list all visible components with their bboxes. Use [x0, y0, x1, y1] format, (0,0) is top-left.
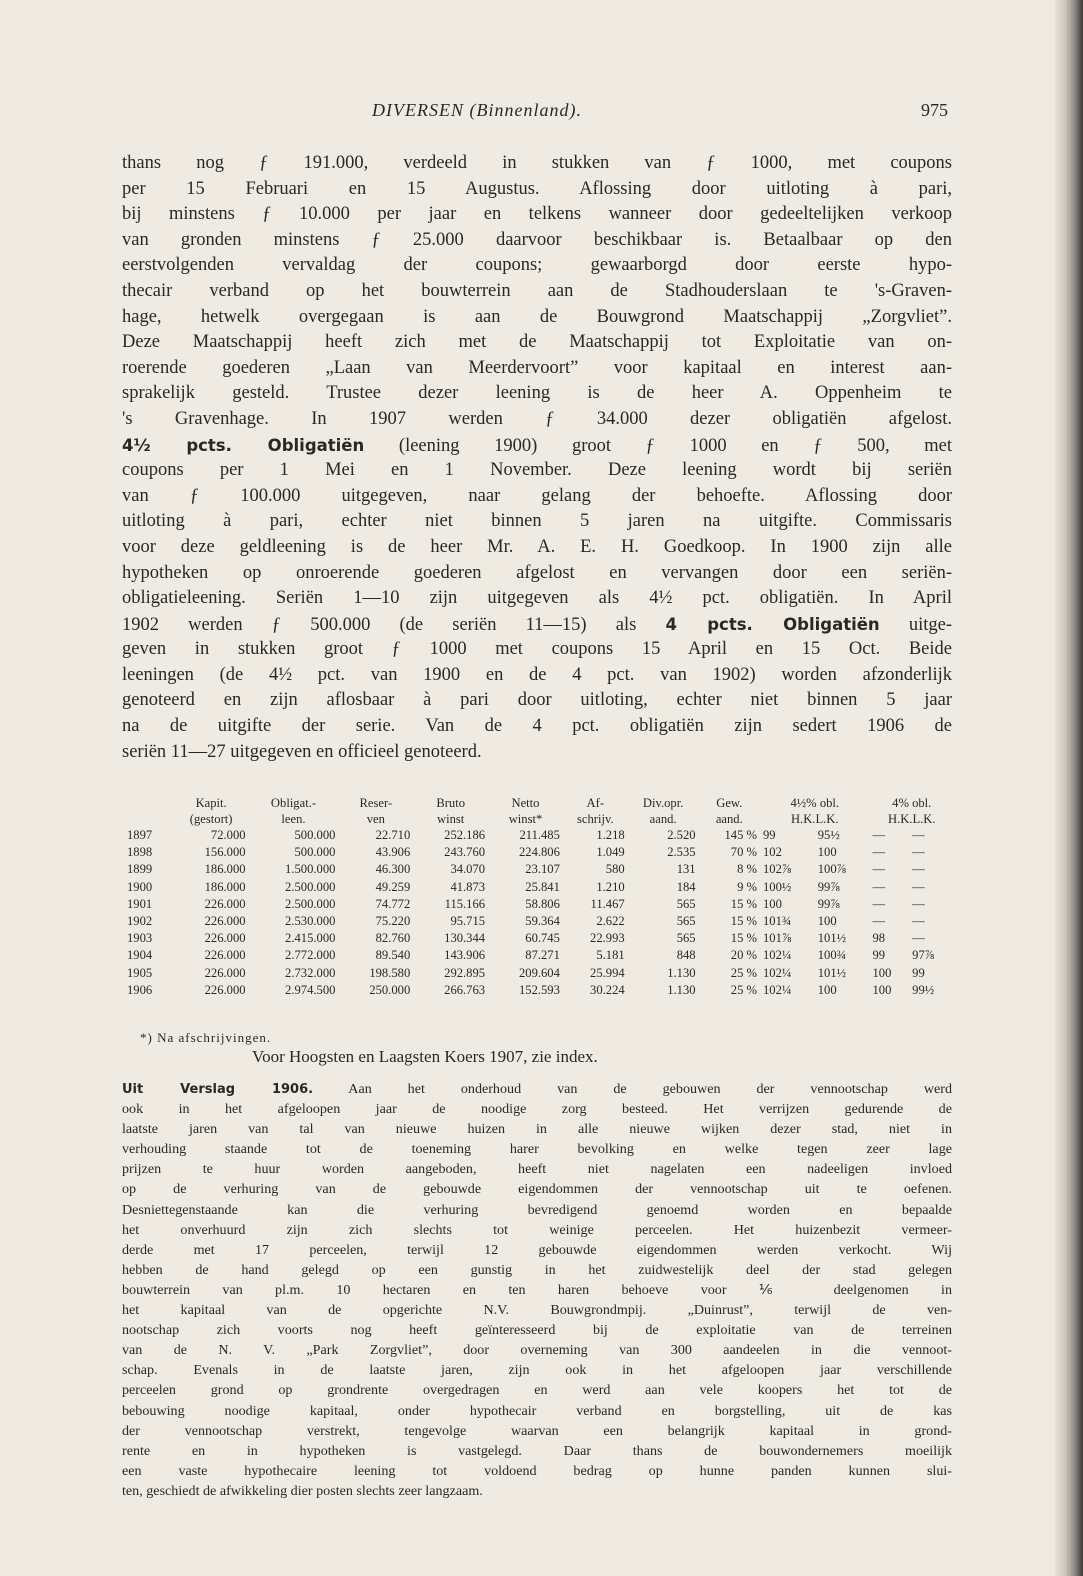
- table-footnote: *) Na afschrijvingen.: [140, 1030, 272, 1045]
- table-cell: 98: [872, 931, 886, 946]
- table-cell: 2.974.500: [285, 982, 336, 997]
- verslag-lines: [122, 1099, 952, 1501]
- table-cell: 1.130: [667, 965, 696, 980]
- table-header-row-2: [124, 811, 954, 827]
- table-cell: 1.218: [596, 828, 625, 842]
- paragraph-2-line-8: [122, 612, 952, 638]
- line-8-after: uitge-: [908, 614, 952, 635]
- table-header-cell: [124, 811, 174, 827]
- table-cell: 2.500.000: [285, 896, 336, 911]
- table-cell: 145 %: [724, 828, 757, 842]
- table-cell: 100¾: [817, 948, 847, 963]
- running-title: DIVERSEN (Binnenland).: [372, 100, 582, 120]
- section-heading-4-5-pcts: 4½ pcts. Obligatiën: [122, 435, 365, 455]
- table-cell: 22.710: [375, 828, 411, 842]
- table-header-cell: aand.: [649, 812, 677, 826]
- text-line: het onverhuurd zijn zich slechts tot weinige perceelen. Het huizenbezit vermeer-: [122, 1221, 952, 1238]
- table-cell: 34.070: [450, 862, 486, 877]
- table-cell: 102: [763, 845, 782, 860]
- table-cell: 1.130: [667, 982, 696, 997]
- table-row: [124, 947, 954, 964]
- table-cell: 72.000: [210, 828, 246, 842]
- table-header-cell: H.K.L.K.: [887, 812, 936, 826]
- verslag-first-line-text: Aan het onderhoud van de gebouwen der vennootschap werd: [348, 1081, 952, 1097]
- text-line: derde met 17 perceelen, terwijl 12 gebouwde eigendommen werden verkocht. Wij: [122, 1241, 952, 1258]
- text-line: hypotheken op onroerende goederen afgelost en vervangen door een seriën-: [122, 562, 952, 583]
- table-cell: —: [912, 896, 925, 911]
- table-header-row-1: [124, 795, 954, 811]
- text-line: ook in het afgeloopen jaar de noodige zorg besteed. Het verrijzen gedurende de: [122, 1101, 952, 1118]
- text-line: verhouding staande tot de toeneming harer bevolking en welke tegen zeer lage: [122, 1141, 952, 1158]
- table-header-cell: H.K.L.K.: [790, 812, 839, 826]
- table-cell: 1904: [127, 948, 153, 963]
- table-header-cell: aand.: [715, 812, 743, 826]
- table-cell: 75.220: [375, 914, 411, 929]
- table-cell: 99⅞: [817, 879, 840, 894]
- table-header-cell: Reser-: [359, 796, 393, 810]
- table-cell: 101½: [817, 965, 847, 980]
- table-cell: 1.049: [596, 845, 625, 860]
- table-cell: 15 %: [730, 914, 757, 929]
- text-line: Desniettegenstaande kan die verhuring bevredigend genoemd worden en bepaalde: [122, 1201, 952, 1218]
- table-cell: 226.000: [204, 914, 246, 929]
- table-cell: 2.732.000: [285, 965, 336, 980]
- table-cell: —: [872, 914, 886, 929]
- verslag-first-line: [122, 1079, 952, 1099]
- text-line: geven in stukken groot ƒ 1000 met coupons 15 April en 15 Oct. Beide: [122, 639, 952, 660]
- text-line: bebouwing noodige kapitaal, onder hypothecair verband en borgstelling, uit de kas: [122, 1402, 952, 1419]
- table-row: [124, 879, 954, 896]
- table-cell: 99: [872, 948, 886, 963]
- table-cell: 2.535: [667, 845, 696, 860]
- table-cell: 99: [912, 965, 925, 980]
- text-line: het kapitaal van de opgerichte N.V. Bouwgrondmpij. „Duinrust”, terwijl de ven-: [122, 1302, 952, 1319]
- table-cell: 252.186: [444, 828, 486, 842]
- table-cell: 102¼: [763, 982, 792, 997]
- table-row: [124, 896, 954, 913]
- table-cell: 2.622: [596, 914, 625, 929]
- table-cell: 82.760: [375, 931, 411, 946]
- table-cell: 59.364: [525, 914, 560, 929]
- table-cell: 226.000: [204, 931, 246, 946]
- page: [122, 0, 952, 1576]
- text-line: coupons per 1 Mei en 1 November. Deze leening wordt bij seriën: [122, 460, 952, 481]
- table-cell: 20 %: [730, 948, 757, 963]
- table-cell: 41.873: [450, 879, 486, 894]
- table-header-cell: winst: [437, 812, 465, 826]
- table-cell: 11.467: [590, 896, 625, 911]
- table-cell: 87.271: [525, 948, 560, 963]
- table-cell: 23.107: [525, 862, 560, 877]
- table-cell: 100: [817, 982, 837, 997]
- table-cell: 97⅞: [912, 948, 935, 963]
- page-edge: [1055, 0, 1083, 1576]
- table-cell: —: [912, 879, 925, 894]
- table-cell: 102¼: [763, 965, 792, 980]
- table-cell: 49.259: [375, 879, 411, 894]
- table-row: [124, 930, 954, 947]
- table-cell: 95.715: [450, 914, 486, 929]
- table-cell: 1906: [127, 982, 153, 997]
- table-row: [124, 913, 954, 930]
- table-cell: 15 %: [730, 896, 757, 911]
- table-cell: 500.000: [294, 828, 336, 842]
- table-cell: 46.300: [375, 862, 411, 877]
- table-cell: 100: [817, 845, 837, 860]
- table-cell: 100: [763, 896, 782, 911]
- table-header-cell: Gew.: [716, 796, 743, 810]
- table-cell: 565: [676, 914, 696, 929]
- table-cell: 292.895: [444, 965, 486, 980]
- table-cell: 99: [763, 828, 776, 842]
- table-cell: 500.000: [294, 845, 336, 860]
- financial-table: [124, 795, 954, 999]
- line-8-before: 1902 werden ƒ 500.000 (de seriën 11—15) als: [122, 614, 637, 635]
- text-line: per 15 Februari en 15 Augustus. Aflossing door uitloting à pari,: [122, 178, 952, 199]
- table-cell: 101½: [817, 931, 847, 946]
- table-cell: 130.344: [444, 931, 486, 946]
- table-cell: 9 %: [737, 879, 757, 894]
- table-cell: —: [912, 914, 925, 929]
- text-line: bouwterrein van pl.m. 10 hectaren en ten haren behoeve voor ⅙ deelgenomen in: [122, 1281, 952, 1298]
- table-cell: 184: [676, 879, 696, 894]
- section-heading-4-pcts: 4 pcts. Obligatiën: [665, 614, 880, 634]
- table-cell: 226.000: [204, 948, 246, 963]
- table-cell: 102⅞: [763, 862, 792, 877]
- table-cell: 1901: [127, 896, 153, 911]
- text-line: nootschap zich voorts nog heeft geïnteresseerd bij de exploitatie van de terreinen: [122, 1322, 952, 1339]
- table-cell: —: [912, 931, 925, 946]
- table-header-cell: 4% obl.: [892, 796, 932, 810]
- table-cell: 580: [605, 862, 625, 877]
- table-cell: 2.772.000: [285, 948, 336, 963]
- text-line: 's Gravenhage. In 1907 werden ƒ 34.000 dezer obligatiën afgelost.: [122, 408, 952, 429]
- table-cell: —: [872, 845, 886, 860]
- table-cell: 115.166: [444, 896, 486, 911]
- table-cell: —: [912, 845, 925, 860]
- table-cell: 565: [676, 931, 696, 946]
- table-cell: 226.000: [204, 982, 246, 997]
- table-cell: 1.500.000: [285, 862, 336, 877]
- table-cell: 22.993: [590, 931, 625, 946]
- table-header-cell: schrijv.: [576, 812, 614, 826]
- text-line: schap. Evenals in de laatste jaren, zijn ook in het afgeloopen jaar verschillende: [122, 1362, 952, 1379]
- table-cell: 143.906: [444, 948, 486, 963]
- table-cell: —: [912, 862, 925, 877]
- table-cell: 100⅞: [817, 862, 847, 877]
- paragraph-2-lines-b: [122, 637, 952, 765]
- table-cell: —: [872, 828, 886, 842]
- table-row: [124, 844, 954, 861]
- table-cell: 95½: [817, 828, 840, 842]
- table-header-cell: (gestort): [189, 812, 233, 826]
- table-cell: 74.772: [375, 896, 411, 911]
- table-cell: —: [912, 828, 925, 842]
- text-line: roerende goederen „Laan van Meerdervoort” voor kapitaal en interest aan-: [122, 357, 952, 378]
- table-cell: 60.745: [525, 931, 560, 946]
- text-line: van de N. V. „Park Zorgvliet”, door overneming van 300 aandeelen in die vennoot-: [122, 1342, 952, 1359]
- table-header-cell: leen.: [281, 812, 306, 826]
- text-line: genoteerd en zijn aflosbaar à pari door uitloting, echter niet binnen 5 jaar: [122, 690, 952, 711]
- table-cell: 1897: [127, 828, 153, 842]
- text-line: leeningen (de 4½ pct. van 1900 en de 4 pct. van 1902) worden afzonderlijk: [122, 664, 952, 685]
- table-cell: 5.181: [596, 948, 625, 963]
- paragraph-2-first-line: [122, 433, 952, 459]
- table-cell: 102¼: [763, 948, 792, 963]
- table-cell: 25 %: [730, 965, 757, 980]
- table-cell: —: [872, 896, 886, 911]
- paragraph-2-lines-a: [122, 458, 952, 612]
- table-row: [124, 965, 954, 982]
- verslag-section: [122, 1079, 952, 1501]
- table-cell: 1.210: [596, 879, 625, 894]
- table-cell: 30.224: [590, 982, 625, 997]
- table-cell: 1899: [127, 862, 153, 877]
- text-line: hebben de hand gelegd op een gunstig in het zuidwestelijk deel der stad gelegen: [122, 1261, 952, 1278]
- table-cell: 1902: [127, 914, 153, 929]
- table-header-cell: Div.opr.: [642, 796, 684, 810]
- hoogsten-note: Voor Hoogsten en Laagsten Koers 1907, zie index.: [252, 1047, 598, 1066]
- table-cell: 1900: [127, 879, 153, 894]
- body-text: [122, 151, 952, 765]
- table-cell: 152.593: [518, 982, 560, 997]
- table-cell: 209.604: [518, 965, 560, 980]
- table-cell: 266.763: [444, 982, 486, 997]
- table-header-cell: Af-: [586, 796, 605, 810]
- text-line: hage, hetwelk overgegaan is aan de Bouwgrond Maatschappij „Zorgvliet”.: [122, 306, 952, 327]
- table-header-cell: Bruto: [436, 796, 465, 810]
- table-body: [124, 827, 954, 999]
- table-cell: 211.485: [519, 828, 560, 842]
- table-cell: 1905: [127, 965, 153, 980]
- table-cell: 186.000: [204, 862, 246, 877]
- table-cell: 156.000: [204, 845, 246, 860]
- table-cell: 226.000: [204, 896, 246, 911]
- table-cell: 70 %: [730, 845, 757, 860]
- table-cell: 2.530.000: [285, 914, 336, 929]
- table-row: [124, 982, 954, 999]
- text-line: Deze Maatschappij heeft zich met de Maatschappij tot Exploitatie van on-: [122, 332, 952, 353]
- text-line: thans nog ƒ 191.000, verdeeld in stukken van ƒ 1000, met coupons: [122, 153, 952, 173]
- table-header-cell: ven: [366, 812, 385, 826]
- page-number: 975: [921, 100, 948, 120]
- table-cell: 8 %: [737, 862, 757, 877]
- paragraph-2-first-line-text: (leening 1900) groot ƒ 1000 en ƒ 500, met: [398, 435, 952, 456]
- table-header-cell: winst*: [508, 812, 543, 826]
- text-line: ten, geschiedt de afwikkeling dier posten slechts zeer langzaam.: [122, 1482, 483, 1499]
- text-line: uitloting à pari, echter niet binnen 5 jaren na uitgifte. Commissaris: [122, 511, 952, 532]
- table-header-cell: Kapit.: [195, 796, 227, 810]
- table-cell: 100: [872, 965, 892, 980]
- text-line: rente en in hypotheken is vastgelegd. Daar thans de bouwondernemers moeilijk: [122, 1442, 952, 1459]
- text-line: bij minstens ƒ 10.000 per jaar en telkens wanneer door gedeeltelijken verkoop: [122, 204, 952, 225]
- table-cell: 186.000: [204, 879, 246, 894]
- table-cell: 101¾: [763, 914, 792, 929]
- table-cell: 224.806: [518, 845, 560, 860]
- text-line: sprakelijk gesteld. Trustee dezer leening is de heer A. Oppenheim te: [122, 383, 952, 404]
- table-header-cell: 4½% obl.: [790, 796, 840, 810]
- table-cell: 99½: [912, 982, 935, 997]
- table-cell: 131: [676, 862, 696, 877]
- text-line: eerstvolgenden vervaldag der coupons; gewaarborgd door eerste hypo-: [122, 255, 952, 276]
- text-line: voor deze geldleening is de heer Mr. A. E. H. Goedkoop. In 1900 zijn alle: [122, 536, 952, 557]
- table-header-cell: [124, 795, 174, 811]
- table-cell: 101⅞: [763, 931, 792, 946]
- text-line: seriën 11—27 uitgegeven en officieel genoteerd.: [122, 741, 482, 762]
- text-line: op de verhuring van de gebouwde eigendommen der vennootschap uit te oefenen.: [122, 1181, 952, 1198]
- table-row: [124, 827, 954, 844]
- text-line: der vennootschap verstrekt, tengevolge waarvan een belangrijk kapitaal in grond-: [122, 1422, 952, 1439]
- table-cell: 89.540: [375, 948, 411, 963]
- table-header-cell: Netto: [511, 796, 540, 810]
- table-cell: 100: [817, 914, 837, 929]
- table-cell: 2.415.000: [285, 931, 336, 946]
- table-cell: 226.000: [204, 965, 246, 980]
- running-header: [122, 100, 952, 130]
- table-cell: 848: [676, 948, 696, 963]
- table-header-cell: Obligat.-: [270, 796, 317, 810]
- page-edge-line: [1067, 0, 1069, 1576]
- table-cell: 565: [676, 896, 696, 911]
- text-line: van ƒ 100.000 uitgegeven, naar gelang der behoefte. Aflossing door: [122, 485, 952, 506]
- table-cell: 198.580: [369, 965, 411, 980]
- table-cell: 250.000: [369, 982, 411, 997]
- table-cell: 25.841: [525, 879, 560, 894]
- table-cell: 100½: [763, 879, 792, 894]
- text-line: obligatieleening. Seriën 1—10 zijn uitgegeven als 4½ pct. obligatiën. In April: [122, 588, 952, 609]
- text-line: laatste jaren van tal van nieuwe huizen in alle nieuwe wijken dezer stad, niet in: [122, 1121, 952, 1138]
- table-cell: 43.906: [375, 845, 411, 860]
- text-line: prijzen te huur worden aangeboden, heeft niet nagelaten een nadeeligen invloed: [122, 1161, 952, 1178]
- table-cell: 100: [872, 982, 892, 997]
- table-cell: 25 %: [730, 982, 757, 997]
- table-cell: 99⅞: [817, 896, 840, 911]
- table-cell: 1898: [127, 845, 153, 860]
- table-cell: —: [872, 862, 886, 877]
- text-line: van gronden minstens ƒ 25.000 daarvoor beschikbaar is. Betaalbaar op den: [122, 229, 952, 250]
- table-cell: 2.520: [667, 828, 696, 842]
- text-line: thecair verband op het bouwterrein aan de Stadhouderslaan te 's-Graven-: [122, 280, 952, 301]
- table-row: [124, 861, 954, 878]
- table-cell: 2.500.000: [285, 879, 336, 894]
- table-cell: 243.760: [444, 845, 486, 860]
- table-cell: 58.806: [525, 896, 560, 911]
- text-line: een vaste hypothecaire leening tot voldoend bedrag op hunne panden kunnen slui-: [122, 1462, 952, 1479]
- table-cell: —: [872, 879, 886, 894]
- verslag-heading: Uit Verslag 1906.: [122, 1082, 314, 1097]
- paragraph-1: [122, 151, 952, 433]
- table-cell: 15 %: [730, 931, 757, 946]
- text-line: perceelen grond op grondrente overgedragen en werd aan vele koopers het tot de: [122, 1382, 952, 1399]
- table-cell: 25.994: [590, 965, 625, 980]
- table-cell: 1903: [127, 931, 153, 946]
- text-line: na de uitgifte der serie. Van de 4 pct. obligatiën zijn sedert 1906 de: [122, 716, 952, 737]
- paragraph-2: [122, 433, 952, 766]
